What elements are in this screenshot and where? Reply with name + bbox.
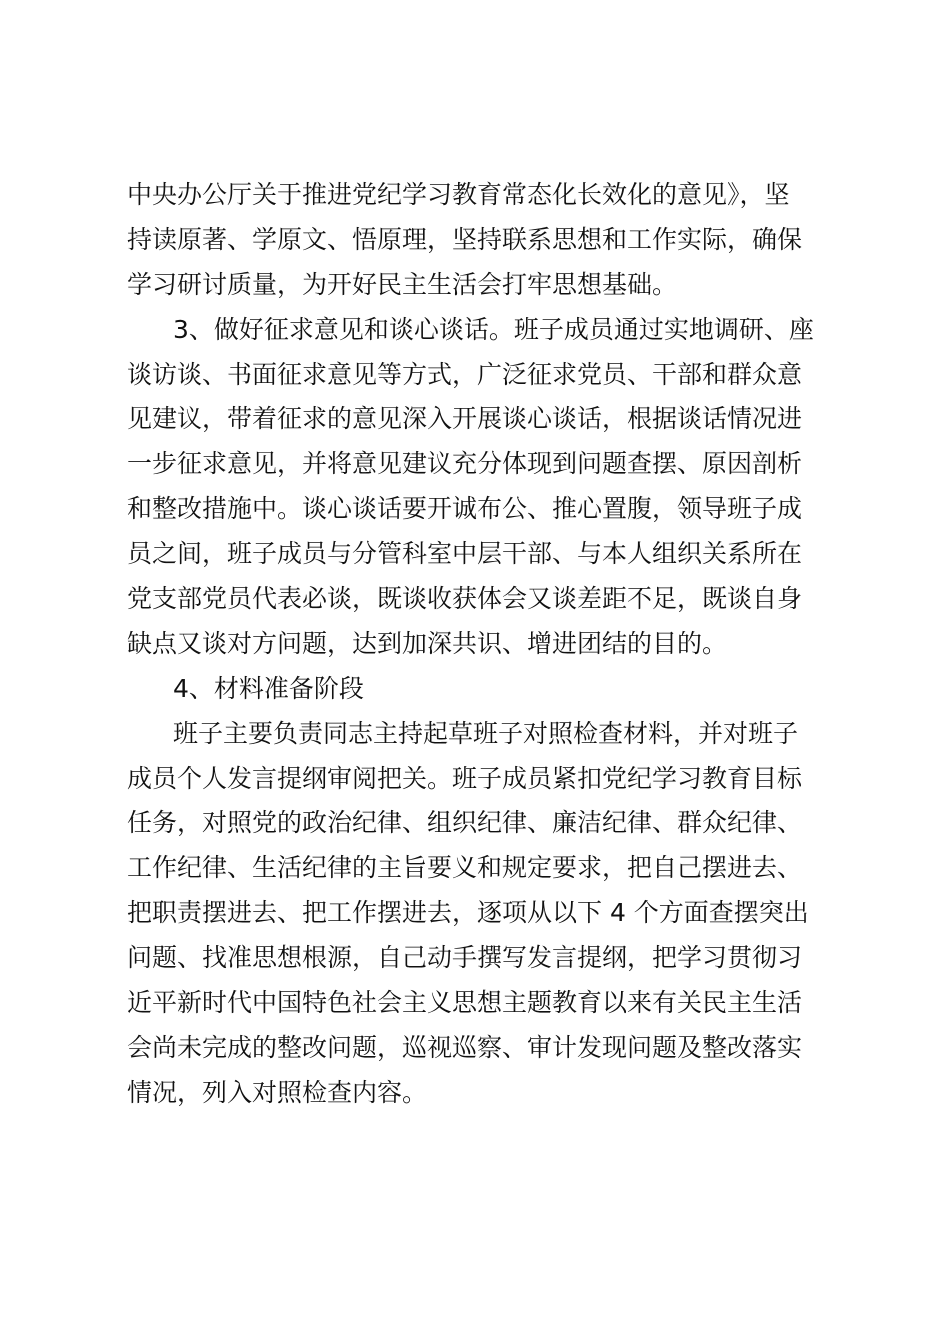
- text-line: 成员个人发言提纲审阅把关。班子成员紧扣党纪学习教育目标: [127, 763, 803, 793]
- document-body: [127, 173, 827, 1116]
- text-line: 缺点又谈对方问题，达到加深共识、增进团结的目的。: [127, 628, 728, 658]
- text-line: 把职责摆进去、把工作摆进去，逐项从以下 4 个方面查摆突出: [127, 898, 809, 928]
- text-line: 工作纪律、生活纪律的主旨要义和规定要求，把自己摆进去、: [127, 853, 803, 883]
- text-line: 员之间，班子成员与分管科室中层干部、与本人组织关系所在: [127, 539, 803, 569]
- section-heading: 4、材料准备阶段: [173, 673, 364, 703]
- text-line: 持读原著、学原文、悟原理，坚持联系思想和工作实际，确保: [127, 224, 803, 254]
- text-line: 党支部党员代表必谈，既谈收获体会又谈差距不足，既谈自身: [127, 584, 803, 614]
- text-line: 见建议，带着征求的意见深入开展谈心谈话，根据谈话情况进: [127, 404, 803, 434]
- text-line: 任务，对照党的政治纪律、组织纪律、廉洁纪律、群众纪律、: [127, 808, 803, 838]
- text-line: 3、做好征求意见和谈心谈话。班子成员通过实地调研、座: [173, 314, 814, 344]
- paragraph-study-continuation: [127, 173, 827, 308]
- text-line: 问题、找准思想根源，自己动手撰写发言提纲，把学习贯彻习: [127, 943, 803, 973]
- paragraph-solicit-opinions: [127, 308, 827, 667]
- text-line: 会尚未完成的整改问题，巡视巡察、审计发现问题及整改落实: [127, 1032, 803, 1062]
- text-line: 情况，列入对照检查内容。: [127, 1077, 428, 1107]
- paragraph-material-preparation: [127, 712, 827, 1116]
- section-heading-material-preparation: [127, 667, 827, 712]
- text-line: 学习研讨质量，为开好民主生活会打牢思想基础。: [127, 269, 678, 299]
- text-line: 一步征求意见，并将意见建议充分体现到问题查摆、原因剖析: [127, 449, 803, 479]
- text-line: 近平新时代中国特色社会主义思想主题教育以来有关民主生活: [127, 988, 803, 1018]
- text-line: 谈访谈、书面征求意见等方式，广泛征求党员、干部和群众意: [127, 359, 803, 389]
- text-line: 班子主要负责同志主持起草班子对照检查材料，并对班子: [173, 718, 799, 748]
- text-line: 中央办公厅关于推进党纪学习教育常态化长效化的意见》，坚: [127, 180, 790, 209]
- text-line: 和整改措施中。谈心谈话要开诚布公、推心置腹，领导班子成: [127, 494, 803, 524]
